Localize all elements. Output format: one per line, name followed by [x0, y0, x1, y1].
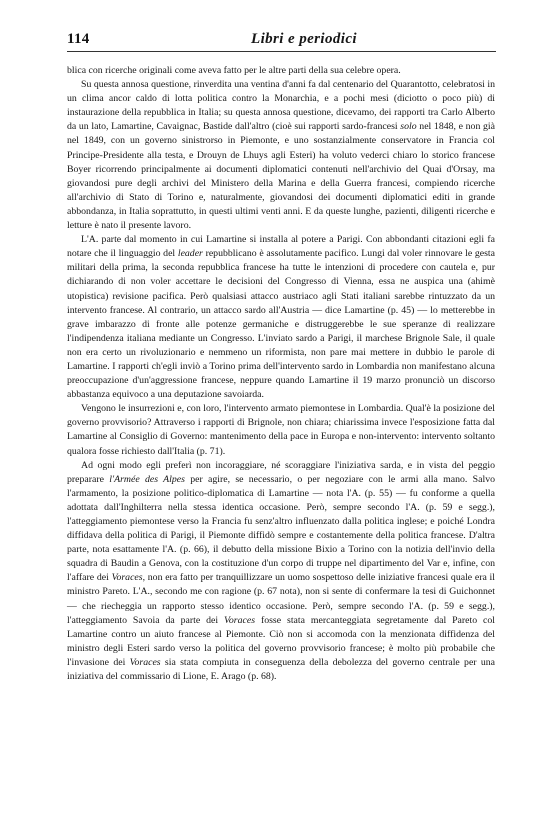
- text-run: nel 1848, e non già nel 1849, con un governo sinistrorso in Piemonte, e uno sostanzialmente conservatore in Francia col Principe-Presidente alla testa, e Drouyn de Lhuys agli Esteri) ha voluto vederci chiaro lo storico francese Boyer ricorrendo principalmente ai documenti diplomatici contenuti nell'archivio del Quai d'Orsay, ma giovandosi pure degli archivi del Ministero della Marina e della Guerra francesi, compiendo ricerche all'archivio di Stato di Torino e, naturalmente, giovandosi dei documenti diplomatici editi in grande abbondanza, in Italia soprattutto, in questi ultimi venti anni. E da queste lunghe, pazienti, diligenti ricerche e letture è nato il presente lavoro.: [67, 121, 495, 232]
- paragraph-2: [67, 78, 495, 233]
- italic-run: Voraces: [129, 656, 161, 668]
- paragraph-3: [67, 233, 495, 402]
- article-body: [67, 64, 495, 684]
- text-run: blica con ricerche originali come aveva fatto per le altre parti della sua celebre opera.: [67, 65, 401, 76]
- italic-run: Voraces: [224, 614, 256, 626]
- text-run: sia stata compiuta in conseguenza della debolezza del governo centrale per una iniziativa del commissario di Lione, E. Arago (p. 68).: [67, 656, 495, 683]
- text-run: per agire, se necessario, o per negoziare con le armi alla mano. Salvo l'armamento, la posizione politico-diplomatica di Lamartine — nota l'A. (p. 55) — fu conforme a quella adottata dall'Inghilterra nella stessa identica occasione. Però, sempre secondo l'A. (p. 59 e segg.), l'atteggiamento piemontese verso la Francia fu senz'altro influenzato dalla politica inglese; e poiché Londra diffidava della politica di Parigi, il Piemonte diffidò sempre e costantemente della politica francese. D'altra parte, nota esattamente l'A. (p. 66), il debutto della missione Bixio a Torino con la notizia dell'invio della squadra di Baudin a Genova, con la costituzione d'un corpo di truppe nel dipartimento del Var e, infine, con l'affare dei: [67, 473, 495, 584]
- paragraph-1: [67, 64, 495, 78]
- paragraph-5: [67, 459, 495, 685]
- text-run: fosse stata mercanteggiata segretamente dal Pareto col Lamartine contro un aiuto francese al Piemonte. Ciò non si accomoda con la menzionata diffidenza del ministro degli Esteri sardo verso la politica del governo provvisorio francese; è molto più probabile che l'invasione dei: [67, 614, 496, 668]
- text-run: Ad ogni modo egli preferì non incoraggiare, né scoraggiare l'iniziativa sarda, e in vista del peggio preparare: [67, 459, 495, 485]
- page-header: [67, 31, 495, 49]
- paragraph-4: [67, 402, 495, 458]
- header-rule: [67, 51, 496, 52]
- italic-run: leader: [177, 248, 203, 260]
- italic-run: solo: [400, 121, 417, 133]
- text-run: repubblicano è assolutamente pacifico. Lungi dal voler rinnovare le gesta militari della prima, la seconda repubblica francese ha tutte le intenzioni di procedere con cautela e, pur dichiarando di non voler accettare le decisioni del Congresso di Vienna, essa ne auspica una (ahimè utopistica) revisione pacifica. Però qualsiasi attacco austriaco agli Stati italiani sarebbe rintuzzato da un intervento francese. Al contrario, un attacco sardo all'Austria — dice Lamartine (p. 45) — lo metterebbe in grave imbarazzo di fronte alle potenze germaniche e distruggerebbe le sue speranze di realizzare l'indipendenza italiana mediante un Congresso. L'inviato sardo a Parigi, il marchese Brignole Sale, il quale non era certo un rivoluzionario e nemmeno un riformista, non pare mai mettere in dubbio le parole di Lamartine. I rapporti ch'egli inviò a Torino prima dell'intervento sardo in Lombardia non manifestano alcuna preoccupazione d'un'aggressione francese, neppure quando Lamartine il 19 marzo pronunciò un discorso abbastanza equivoco a una deputazione savoiarda.: [67, 248, 495, 401]
- running-title: Libri e periodici: [251, 31, 357, 47]
- page-number: 114: [67, 31, 90, 47]
- text-run: Vengono le insurrezioni e, con loro, l'intervento armato piemontese in Lombardia. Qual'è la posizione del governo provvisorio? Attraverso i rapporti di Brignole, non chiara; chiarissima invece l'esposizione fatta dal Lamartine al Consiglio di Governo: mantenimento della pace in Europa e non-intervento: intervento soltanto qualora fosse richiesto dall'Italia (p. 71).: [67, 403, 495, 457]
- italic-run: Voraces: [111, 572, 143, 584]
- text-run: L'A. parte dal momento in cui Lamartine si installa al potere a Parigi. Con abbondanti citazioni egli fa notare che il linguaggio del: [67, 234, 495, 260]
- italic-run: l'Armée des Alpes: [109, 473, 185, 485]
- text-run: , non era fatto per tranquillizzare un uomo sospettoso delle iniziative francesi quale era il ministro Pareto. L'A., secondo me con ragione (p. 67 nota), non si sente di confermare la tesi di Guichonnet — che riecheggia un rapporto stesso identico occasione. Però, sempre secondo l'A. (p. 59 e segg.), l'atteggiamento Savoia da parte dei: [67, 572, 495, 626]
- text-run: Su questa annosa questione, rinverdita una ventina d'anni fa dal centenario del Quarantotto, celebratosi in un clima ancor caldo di lotta politica contro la Monarchia, e a pochi mesi (diciotto o poco più) di instaurazione della repubblica in Italia; su questa annosa questione, dicevamo, dei rapporti tra Carlo Alberto da un lato, Lamartine, Cavaignac, Bastide dall'altro (cioè sui rapporti sardo-francesi: [67, 79, 495, 133]
